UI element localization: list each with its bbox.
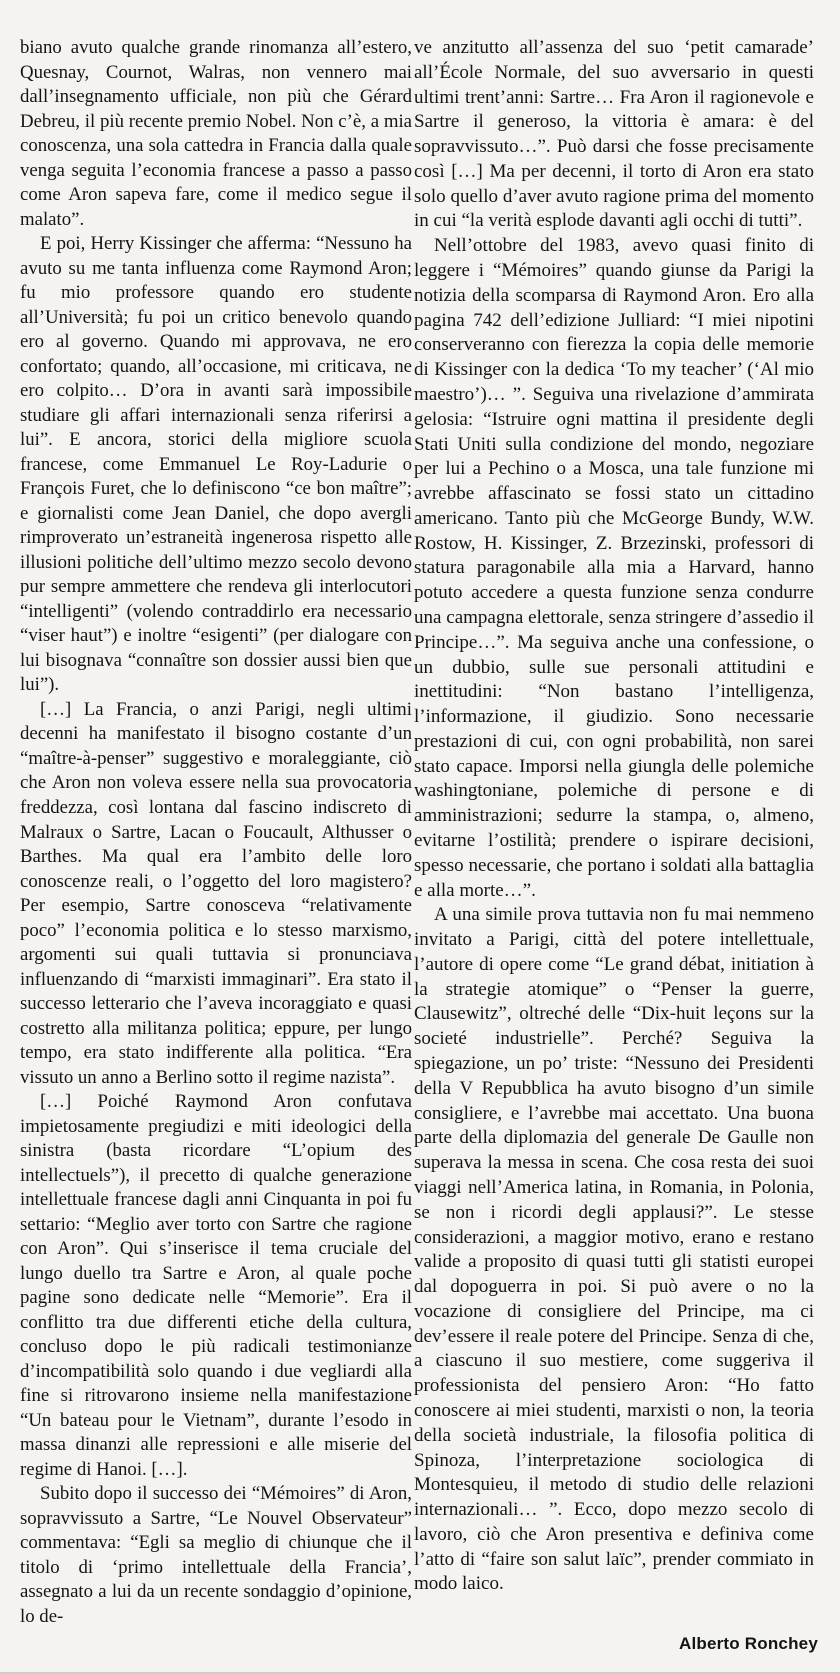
article-column-left xyxy=(20,36,412,1630)
author-signature: Alberto Ronchey xyxy=(678,1634,818,1653)
paragraph: Subito dopo il successo dei “Mémoires” di Aron, sopravvissuto a Sartre, “Le Nouvel Observateur” commentava: “Egli sa meglio di chiunque che il titolo di ‘primo intellettuale della Francia’, assegnato a lui da un recente sondaggio d’opinione, lo de- xyxy=(20,1483,412,1627)
paragraph: Nell’ottobre del 1983, avevo quasi finito di leggere i “Mémoires” quando giunse da Parigi la notizia della scomparsa di Raymond Aron. Ero alla pagina 742 dell’edizione Julliard: “I miei nipotini conserveranno con fierezza la copia delle memorie di Kissinger con la dedica ‘To my teacher’ (‘Al mio maestro’)… ”. Seguiva una rivelazione d’ammirata gelosia: “Istruire ogni mattina il presidente degli Stati Uniti sulla condizione del mondo, negoziare per lui a Pechino o a Mosca, una tale funzione mi avrebbe affascinato se fossi stato un cittadino americano. Tanto più che McGeorge Bundy, W.W. Rostow, H. Kissinger, Z. Brzezinski, professori di statura paragonabile alla mia a Harvard, hanno potuto accedere a questa funzione senza condurre una campagna elettorale, senza stringere d’assedio il Principe…”. Ma seguiva anche una confessione, o un dubbio, sulle sue personali attitudini e inettitudini: “Non bastano l’intelligenza, l’informazione, il giudizio. Sono necessarie prestazioni di cui, con ogni probabilità, non sarei stato capace. Imporsi nella giungla delle polemiche washingtoniane, polemiche di persone e di amministrazioni; sedurre la stampa, o, almeno, evitarne l’ostilità; prendere o ispirare decisioni, spesso necessarie, che portano i soldati alla battaglia e alla morte…”. xyxy=(414,235,814,901)
paragraph: […] Poiché Raymond Aron confutava impietosamente pregiudizi e miti ideologici della sinistra (basta ricordare “L’opium des intellectuels”), il precetto di qualche generazione intellettuale francese dagli anni Cinquanta in poi fu settario: “Meglio aver torto con Sartre che ragione con Aron”. Qui s’inserisce il tema cruciale del lungo duello tra Sartre e Aron, al quale poche pagine sono dedicate nelle “Memorie”. Era il conflitto tra due differenti etiche della cultura, concluso dopo le più radicali testimonianze d’incompatibilità solo quando i due vegliardi alla fine si ritrovarono insieme nella manifestazione “Un bateau pour le Vietnam”, durante l’esodo in massa dinanzi alle repressioni e alle miserie del regime di Hanoi. […]. xyxy=(20,1091,412,1480)
paragraph: biano avuto qualche grande rinomanza all’estero, Quesnay, Cournot, Walras, non vennero mai dall’insegnamento ufficiale, non più che Gérard Debreu, il più recente premio Nobel. Non c’è, a mia conoscenza, una sola cattedra in Francia dalla quale venga seguita l’economia francese a passo a passo come Aron sapeva fare, come il medico segue il malato”. xyxy=(20,37,412,230)
article-column-right xyxy=(414,36,814,1597)
paragraph: A una simile prova tuttavia non fu mai nemmeno invitato a Parigi, città del potere intellettuale, l’autore di opere come “Le grand débat, initiation à la strategie atomique” o “Penser la guerre, Clausewitz”, oltreché delle “Dix-huit leçons sur la societé industrielle”. Perché? Seguiva la spiegazione, un po’ triste: “Nessuno dei Presidenti della V Repubblica ha avuto bisogno d’un simile consigliere, e l’avrebbe mai accettato. Una buona parte della diplomazia del generale De Gaulle non superava la messa in scena. Che cosa resta dei suoi viaggi nell’America latina, in Romania, in Polonia, se non i ricordi degli applausi?”. Le stesse considerazioni, a maggior motivo, erano e restano valide a proposito di quasi tutti gli statisti europei dal dopoguerra in poi. Si può avere o no la vocazione di consigliere del Principe, ma ci dev’essere il reale potere del Principe. Senza di che, a ciascuno il suo mestiere, come suggeriva il professionista del pensiero Aron: “Ho fatto conoscere ai miei studenti, marxisti o non, la teoria della società industriale, la filosofia politica di Spinoza, l’interpretazione sociologica di Montesquieu, il metodo di studio delle relazioni internazionali… ”. Ecco, dopo mezzo secolo di lavoro, ciò che Aron presentiva e definiva come l’atto di “faire son salut laïc”, prender commiato in modo laico. xyxy=(414,904,814,1595)
paragraph: […] La Francia, o anzi Parigi, negli ultimi decenni ha manifestato il bisogno costante d’un “maître-à-penser” suggestivo e moraleggiante, ciò che Aron non voleva essere nella sua provocatoria freddezza, così lontana dal fascino indiscreto di Malraux o Sartre, Lacan o Foucault, Althusser o Barthes. Ma qual era l’ambito delle loro conoscenze reali, o l’oggetto del loro magistero? Per esempio, Sartre conosceva “relativamente poco” l’economia politica e lo stesso marxismo, argomenti sui quali tuttavia si pronunciava influenzando di “marxisti immaginari”. Era stato il successo letterario che l’aveva incoraggiato e quasi costretto alla militanza politica; eppure, per lungo tempo, era stato indifferente alla politica. “Era vissuto un anno a Berlino sotto il regime nazista”. xyxy=(20,698,412,1088)
paragraph: E poi, Herry Kissinger che afferma: “Nessuno ha avuto su me tanta influenza come Raymond Aron; fu mio professore quando ero studente all’Università; fu poi un critico benevolo quando ero al governo. Quando mi approvava, ne ero confortato; quando, all’occasione, mi criticava, ne ero colpito… D’ora in avanti sarà impossibile studiare gli affari internazionali senza riferirsi a lui”. E ancora, storici della migliore scuola francese, come Emmanuel Le Roy-Ladurie o François Furet, che lo definiscono “ce bon maître”; e giornalisti come Jean Daniel, che dopo avergli rimproverato un’estraneità ingenerosa rispetto alle illusioni politiche dell’ultimo mezzo secolo devono pur sempre ammettere che rendeva gli interlocutori “intelligenti” (volendo contraddirlo era necessario “viser haut”) e inoltre “esigenti” (per dialogare con lui bisognava “connaître son dossier aussi bien que lui”). xyxy=(20,233,412,696)
paragraph: ve anzitutto all’assenza del suo ‘petit camarade’ all’École Normale, del suo avversario in questi ultimi trent’anni: Sartre… Fra Aron il ragionevole e Sartre il generoso, la vittoria è amara: è del sopravvissuto…”. Può darsi che fosse precisamente così […] Ma per decenni, il torto di Aron era stato solo quello d’aver avuto ragione prima del momento in cui “la verità esplode davanti agli occhi di tutti”. xyxy=(414,37,814,232)
